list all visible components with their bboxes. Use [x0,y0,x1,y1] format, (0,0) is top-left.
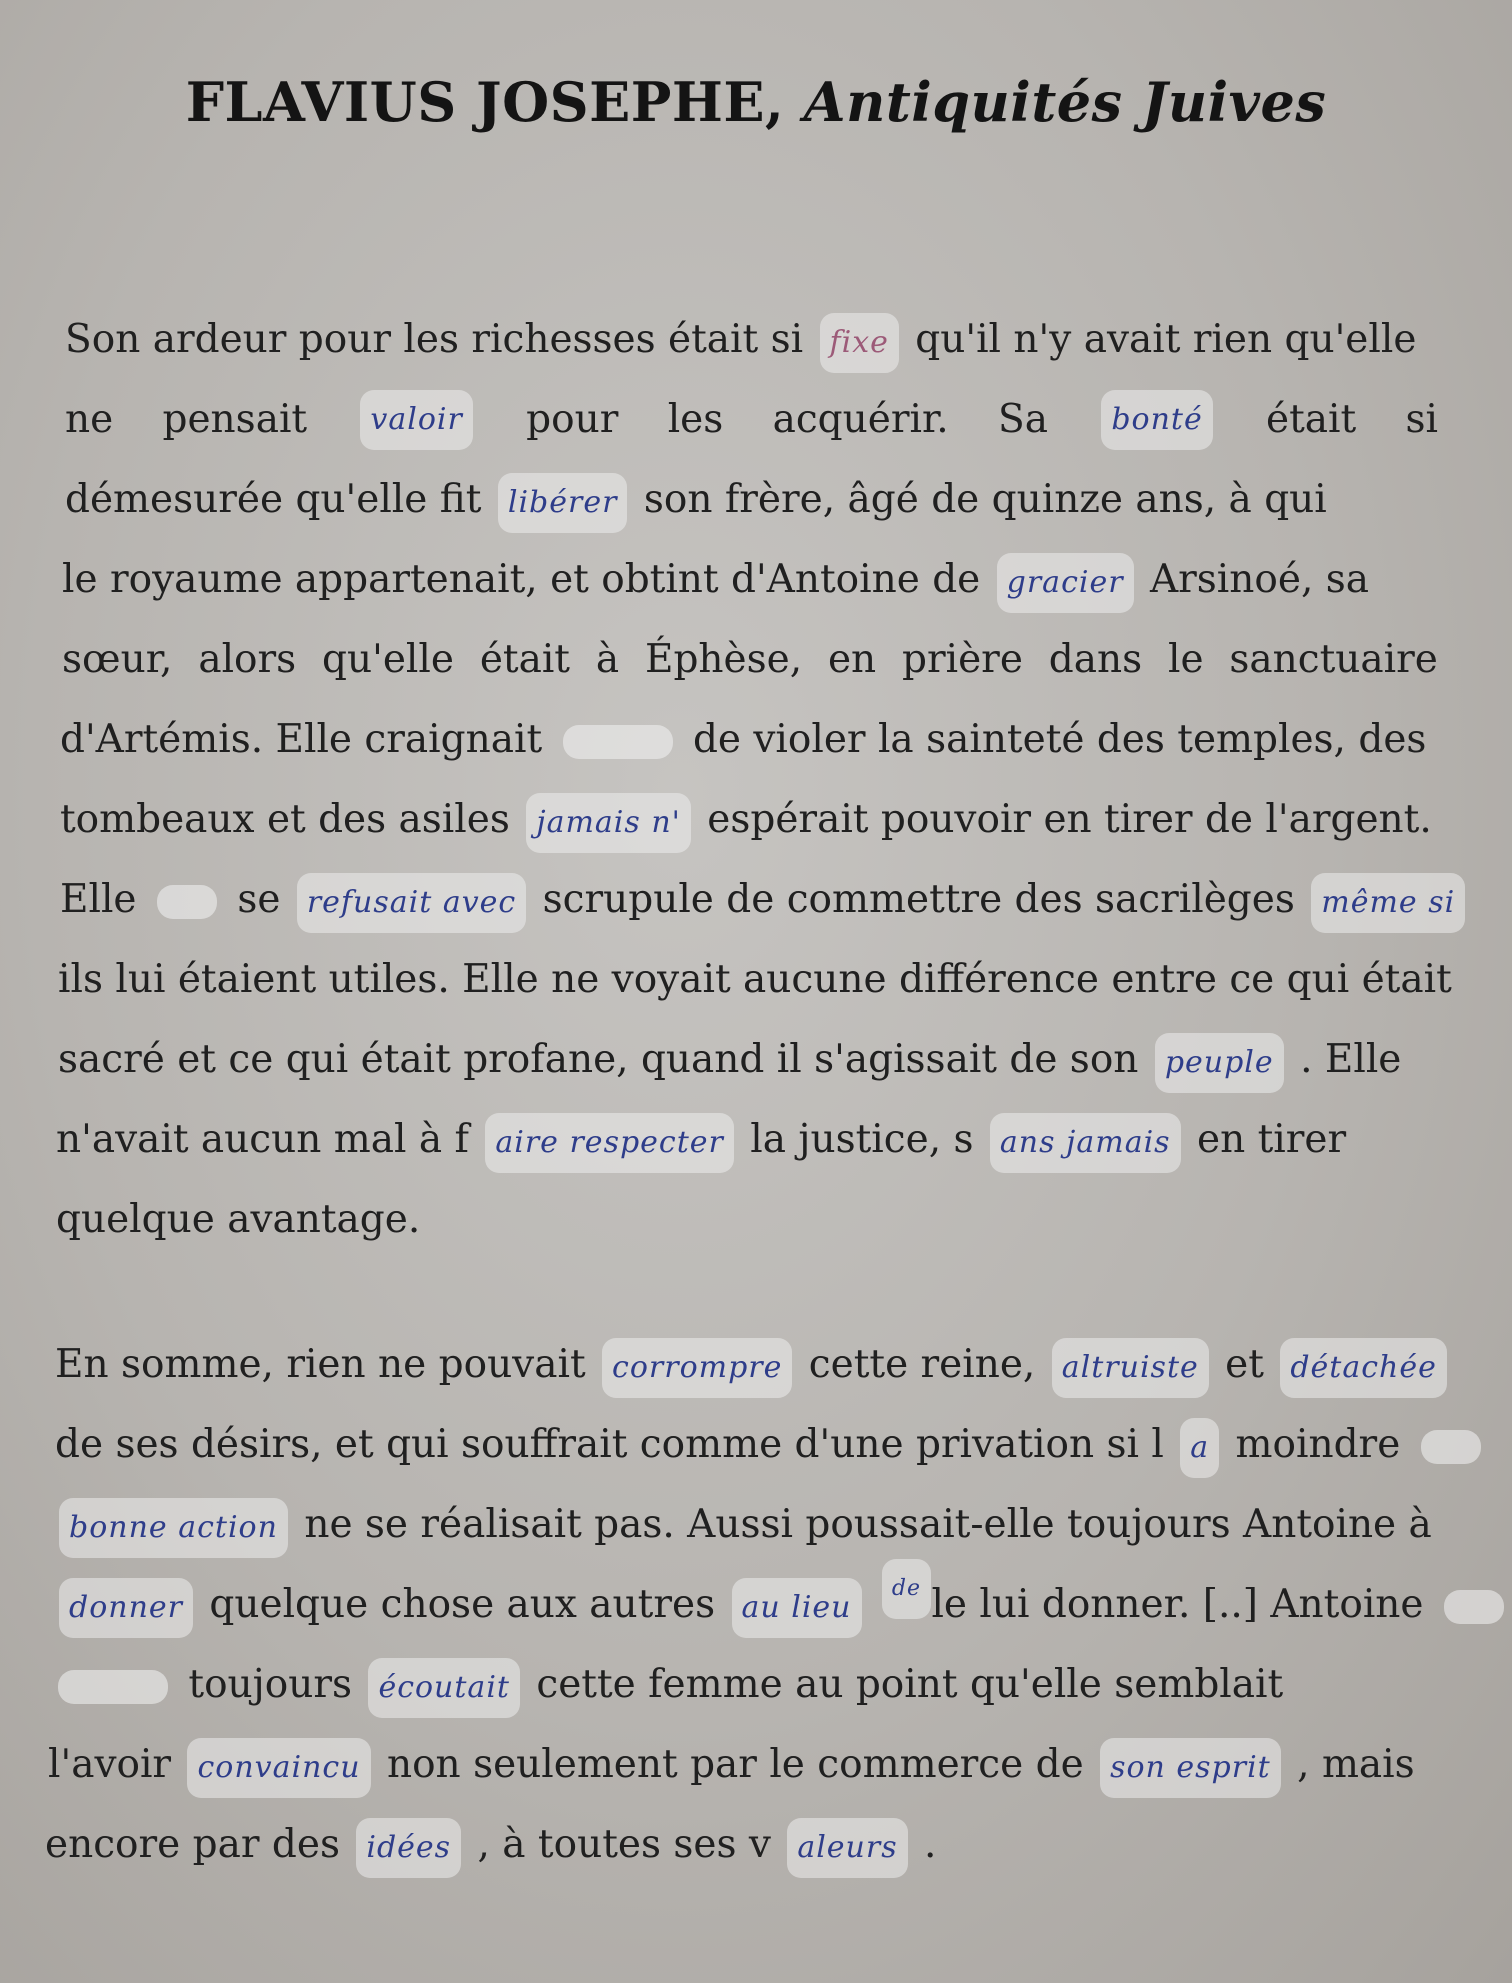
handwritten-answer: corrompre [602,1338,792,1398]
text-line [55,1495,1438,1555]
erased-blank [563,725,673,759]
title-work: Antiquités Juives [803,70,1327,134]
handwritten-answer: altruiste [1052,1338,1209,1398]
handwritten-answer: fixe [820,313,899,373]
printed-text: en [827,637,877,682]
printed-text: non seulement par le commerce de [386,1742,1084,1787]
printed-text: encore par des [45,1822,340,1867]
handwritten-answer: gracier [997,553,1134,613]
printed-text: n'avait aucun mal à f [56,1117,469,1162]
handwritten-answer: écoutait [368,1658,520,1718]
printed-text: à [595,637,620,682]
erased-blank [157,885,217,919]
printed-text: qu'elle [322,637,454,682]
handwritten-answer: a [1180,1418,1219,1478]
printed-text: prière [902,637,1023,682]
handwritten-answer: détachée [1280,1338,1447,1398]
handwritten-answer: aire respecter [485,1113,734,1173]
printed-text: moindre [1235,1422,1401,1467]
printed-text: sœur, [62,637,173,682]
handwritten-answer: son esprit [1100,1738,1281,1798]
document-title [0,70,1512,134]
printed-text: le [1167,637,1204,682]
text-line [62,630,1438,690]
printed-text: tombeaux et des asiles [60,797,510,842]
printed-text: . [924,1822,937,1867]
printed-text: craignait [364,717,543,762]
printed-text: quelque avantage. [56,1197,421,1242]
handwritten-answer: convaincu [187,1738,370,1798]
printed-text: ne [65,397,114,442]
printed-text: ils lui étaient utiles. Elle ne voyait aucune différence entre ce qui était [58,957,1452,1002]
text-line [65,390,1438,450]
handwritten-answer: peuple [1155,1033,1284,1093]
handwritten-answer: valoir [360,390,472,450]
text-line [56,1110,1438,1170]
printed-text: le lui donner. [..] Antoine [931,1582,1424,1627]
text-line [45,1815,1438,1875]
printed-text: scrupule de commettre des sacrilèges [542,877,1295,922]
text-line [55,1335,1438,1395]
printed-text: cette femme au point qu'elle semblait [536,1662,1284,1707]
printed-text: était [1266,397,1357,442]
printed-text: dans [1048,637,1143,682]
printed-text: de violer la sainteté des temples, des [692,717,1427,762]
text-line [60,870,1456,930]
text-line [60,790,1438,850]
printed-text: , mais [1297,1742,1415,1787]
handwritten-answer: jamais n' [526,793,691,853]
printed-text: son frère, âgé de quinze ans, à qui [643,477,1327,522]
printed-text: d'Artémis. Elle [60,717,353,762]
text-line [48,1735,1438,1795]
text-line [56,1190,1438,1250]
text-line [55,1415,1438,1475]
printed-text: Elle [60,877,137,922]
handwritten-answer: même si [1311,873,1465,933]
handwritten-answer: au lieu [732,1578,862,1638]
printed-text: sacré et ce qui était profane, quand il s'agissait de son [58,1037,1139,1082]
printed-text: toujours [188,1662,353,1707]
printed-text: pensait [162,397,308,442]
text-line [58,950,1452,1010]
printed-text: Sa [998,397,1048,442]
printed-text: , à toutes ses v [477,1822,771,1867]
printed-text: pour [526,397,619,442]
printed-text: la justice, s [750,1117,974,1162]
text-line [58,1030,1438,1090]
erased-blank [1444,1590,1504,1624]
handwritten-answer: donner [59,1578,193,1638]
printed-text: alors [198,637,297,682]
title-author: FLAVIUS JOSEPHE, [185,70,785,134]
printed-text: démesurée qu'elle fit [65,477,482,522]
printed-text: sanctuaire [1229,637,1438,682]
printed-text: l'avoir [48,1742,172,1787]
handwritten-answer: bonté [1101,390,1212,450]
printed-text: espérait pouvoir en tirer de l'argent. [707,797,1432,842]
printed-text: était [479,637,570,682]
printed-text: si [1405,397,1438,442]
erased-blank [58,1670,168,1704]
printed-text: ne se réalisait pas. Aussi poussait-elle toujours Antoine à [304,1502,1432,1547]
printed-text: et [1225,1342,1264,1387]
handwritten-answer: refusait avec [297,873,526,933]
printed-text: cette reine, [808,1342,1036,1387]
handwritten-answer: libérer [498,473,628,533]
handwritten-answer: ans jamais [990,1113,1181,1173]
printed-text: Son ardeur pour les richesses était si [65,317,804,362]
text-line [62,550,1438,610]
text-line [65,310,1438,370]
printed-text: Éphèse, [644,637,803,682]
printed-text: Arsinoé, sa [1149,557,1370,602]
handwritten-answer: idées [356,1818,461,1878]
printed-text: . Elle [1300,1037,1402,1082]
printed-text: acquérir. [772,397,949,442]
printed-text: quelque chose aux autres [209,1582,716,1627]
printed-text: de ses désirs, et qui souffrait comme d'une privation si l [55,1422,1164,1467]
handwritten-answer: bonne action [59,1498,288,1558]
text-line [50,1655,1438,1715]
printed-text: En somme, rien ne pouvait [55,1342,586,1387]
handwritten-answer: aleurs [787,1818,907,1878]
printed-text: se [237,877,281,922]
printed-text: en tirer [1196,1117,1347,1162]
text-line [65,470,1438,530]
handwritten-insertion: de [882,1559,931,1619]
text-line [55,1575,1438,1635]
printed-text: les [667,397,724,442]
erased-blank [1421,1430,1481,1464]
text-line [60,710,1438,770]
printed-text: le royaume appartenait, et obtint d'Antoine de [62,557,981,602]
printed-text: qu'il n'y avait rien qu'elle [915,317,1417,362]
